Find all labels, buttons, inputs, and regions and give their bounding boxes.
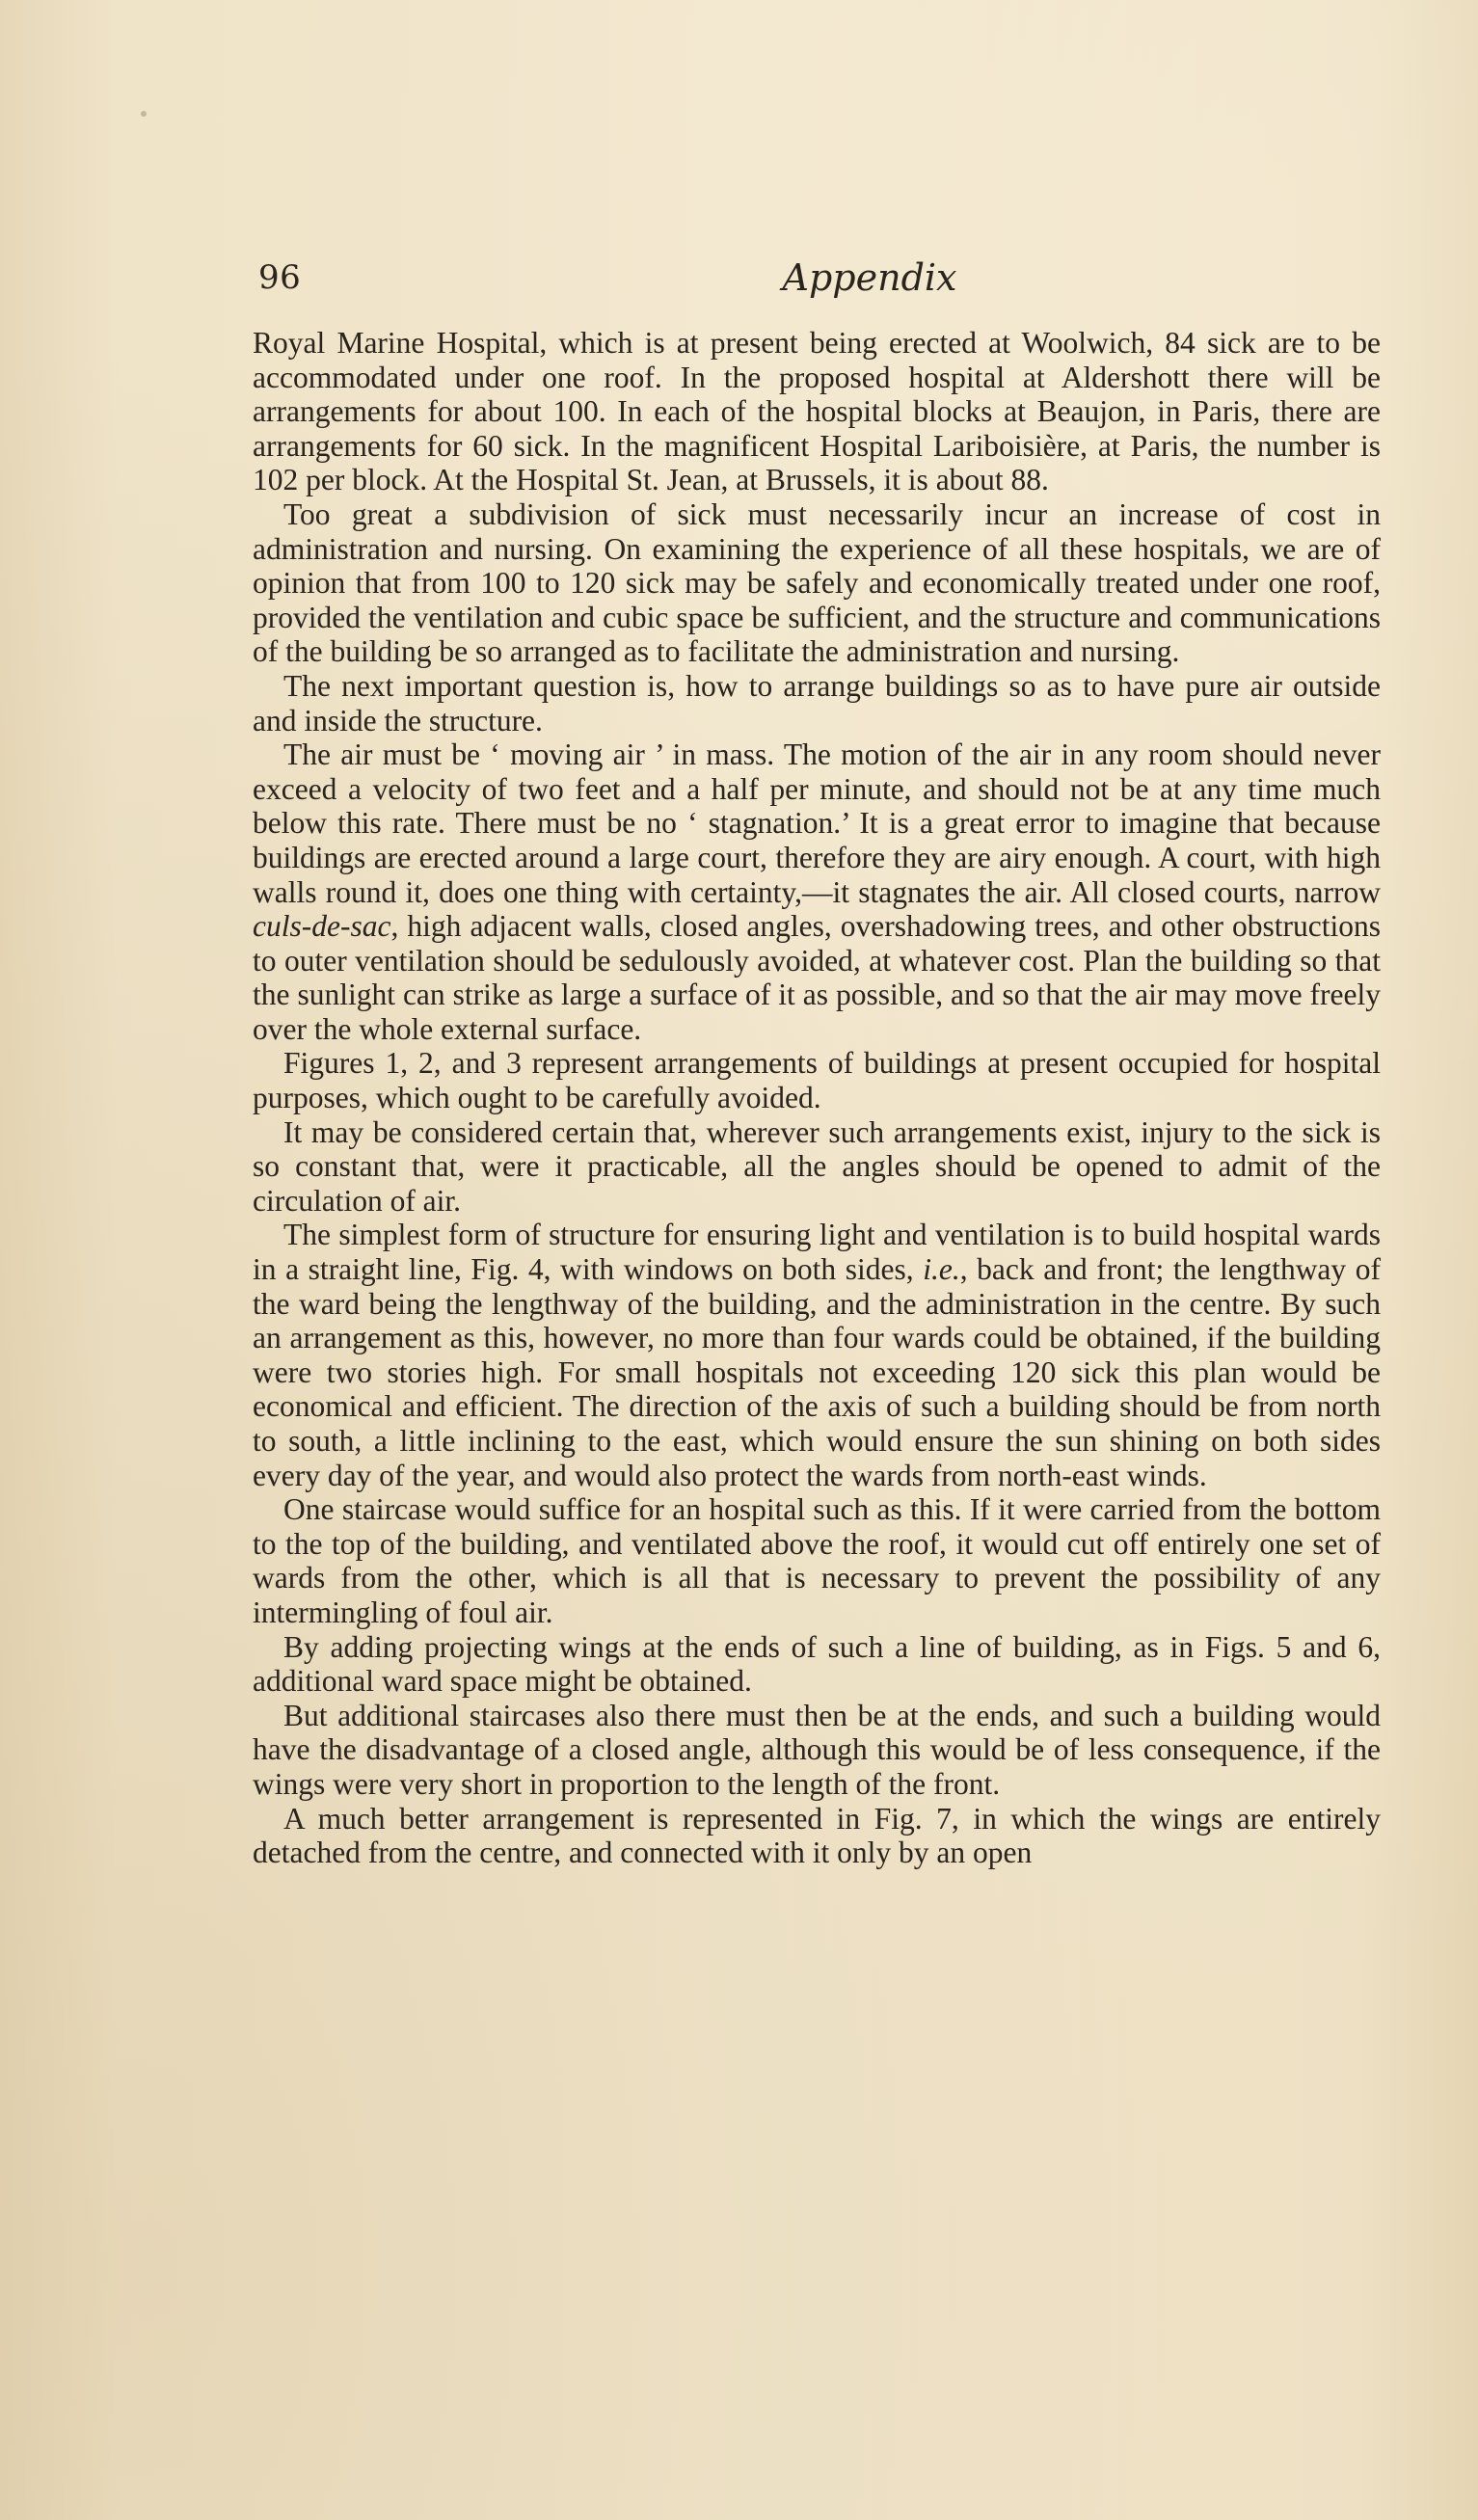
paragraph: Figures 1, 2, and 3 represent arrangements of buildings at present occupied for hospital purposes, which ought to be carefully avoided. — [253, 1046, 1381, 1115]
paragraph: Too great a subdivision of sick must necessarily incur an increase of cost in administration and nursing. On examining the experience of all these hospitals, we are of opinion that from 100 to 120 sick may be safely and economically treated under one roof, provided the ventilation and cubic space be sufficient, and the structure and communications of the building be so arranged as to facilitate the administration and nursing. — [253, 496, 1381, 669]
paragraph-text: , high adjacent walls, closed angles, overshadowing trees, and other obstructions to outer ventilation should be sedulously avoided, at whatever cost. Plan the building so that the sunlight can strike as large a surface of it as possible, and so that the air may move freely over the whole external surface. — [253, 909, 1381, 1046]
paragraph: By adding projecting wings at the ends of such a line of building, as in Figs. 5 and 6, additional ward space might be obtained. — [253, 1629, 1381, 1699]
italic-term: culs-de-sac — [253, 909, 391, 944]
paragraph-text: The air must be ‘ moving air ’ in mass. The motion of the air in any room should never exceed a velocity of two feet and a half per minute, and should not be at any time much below this rate. There must be no ‘ stagnation.’ It is a great error to imagine that because buildings are erected around a large court, therefore they are airy enough. A court, with high walls round it, does one thing with certainty,—it stagnates the air. All closed courts, narrow — [253, 737, 1381, 909]
italic-term: i.e. — [923, 1252, 960, 1287]
paper-spot — [141, 111, 147, 117]
page-header — [253, 253, 1381, 310]
paragraph: One staircase would suffice for an hospital such as this. If it were carried from the bottom to the top of the building, and ventilated above the roof, it would cut off entirely one set of wards from the other, which is all that is necessary to prevent the possibility of any intermingling of foul air. — [253, 1492, 1381, 1629]
running-head: Appendix — [782, 256, 957, 299]
paragraph: It may be considered certain that, wherever such arrangements exist, injury to the sick is so constant that, were it practicable, all the angles should be opened to admit of the circulation of air. — [253, 1114, 1381, 1218]
body-text — [253, 326, 1381, 1870]
paragraph — [253, 737, 1381, 1046]
page-content — [253, 253, 1381, 1870]
paragraph-text: The simplest form of structure for ensuring light and ventilation is to build hospital wards in a straight line, Fig. 4, with windows on both sides, — [253, 1218, 1381, 1287]
paragraph: But additional staircases also there must then be at the ends, and such a building would have the disadvantage of a closed angle, although this would be of less consequence, if the wings were very short in proportion to the length of the front. — [253, 1698, 1381, 1801]
paragraph: A much better arrangement is represented in Fig. 7, in which the wings are entirely detached from the centre, and connected with it only by an open — [253, 1801, 1381, 1870]
paragraph-text: , back and front; the lengthway of the ward being the lengthway of the building, and the administration in the centre. By such an arrangement as this, however, no more than four wards could be obtained, if the building were two stories high. For small hospitals not exceeding 120 sick this plan would be economical and efficient. The direction of the axis of such a building should be from north to south, a little inclining to the east, which would ensure the sun shining on both sides every day of the year, and would also protect the wards from north-east winds. — [253, 1252, 1381, 1492]
paragraph: The next important question is, how to arrange buildings so as to have pure air outside and inside the structure. — [253, 668, 1381, 737]
page-number: 96 — [258, 258, 302, 297]
paragraph — [253, 1218, 1381, 1492]
paragraph: Royal Marine Hospital, which is at present being erected at Woolwich, 84 sick are to be accommodated under one roof. In the proposed hospital at Aldershott there will be arrangements for about 100. In each of the hospital blocks at Beaujon, in Paris, there are arrangements for 60 sick. In the magnificent Hospital Lariboisière, at Paris, the number is 102 per block. At the Hospital St. Jean, at Brussels, it is about 88. — [253, 326, 1381, 497]
